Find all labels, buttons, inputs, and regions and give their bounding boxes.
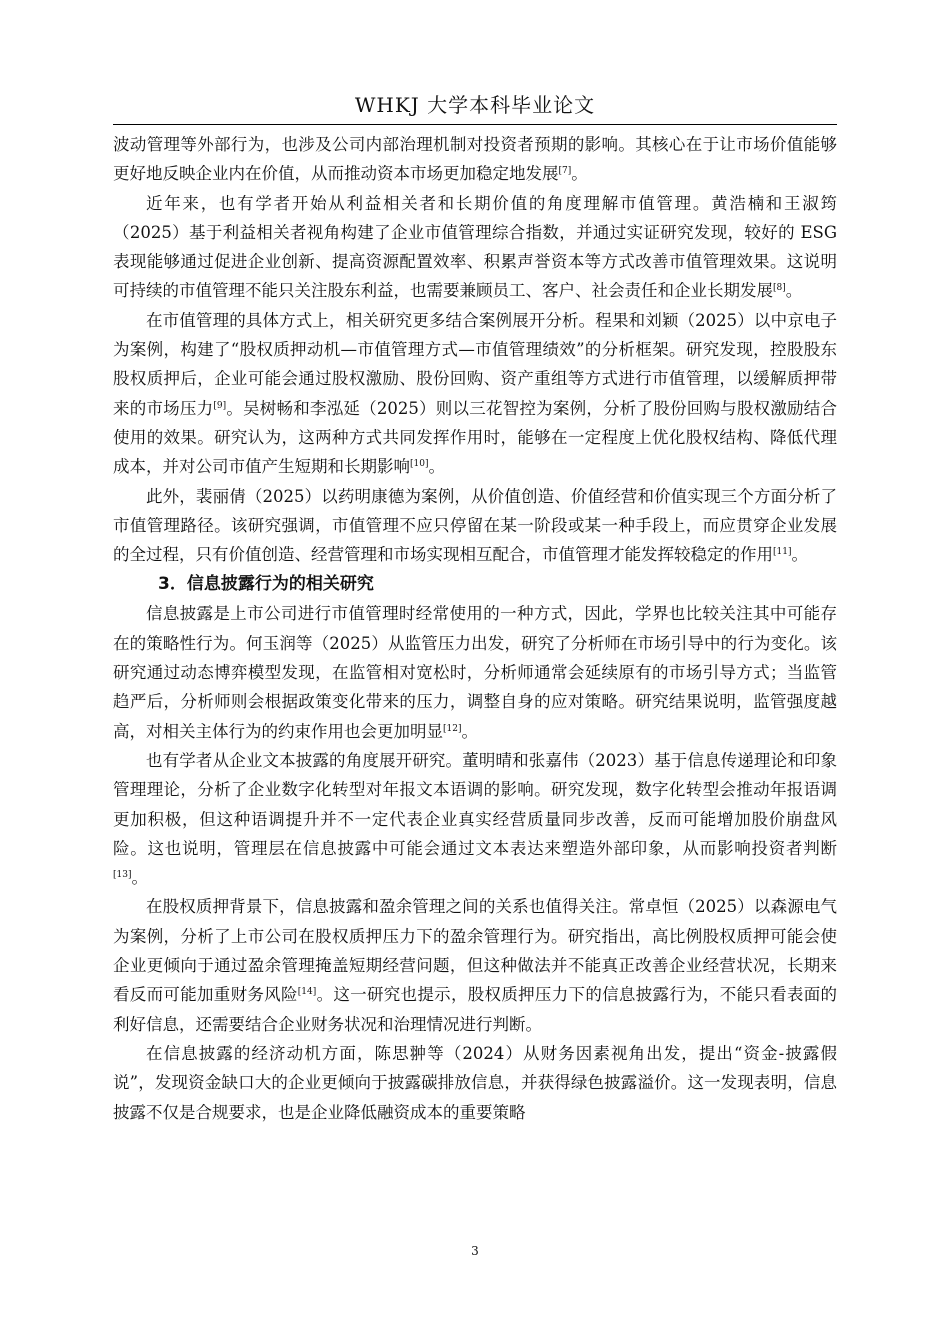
citation-ref: [12] — [443, 723, 462, 734]
citation-ref: [13] — [113, 870, 132, 881]
citation-ref: [10] — [410, 459, 429, 470]
paragraph-tail: 。这一研究也提示，股权质押压力下的信息披露行为，不能只看表面的利好信息，还需要结合企业财务状况和治理情况进行判断。 — [113, 985, 838, 1034]
body-paragraph — [113, 746, 837, 892]
paragraph-text: 波动管理等外部行为，也涉及公司内部治理机制对投资者预期的影响。其核心在于让市场价值能够更好地反映企业内在价值，从而推动资本市场更加稳定地发展 — [113, 135, 837, 184]
citation-ref: [9] — [213, 400, 227, 411]
paragraph-text: 在信息披露的经济动机方面，陈思翀等（2024）从财务因素视角出发，提出“资金-披露假说”，发现资金缺口大的企业更倾向于披露碳排放信息，并获得绿色披露溢价。这一发现表明，信息披露不仅是合规要求，也是企业降低融资成本的重要策略 — [113, 1043, 837, 1122]
paragraph-tail: 。 — [131, 868, 148, 888]
citation-ref: [7] — [558, 166, 572, 177]
paragraph-tail: 。 — [461, 721, 478, 741]
body-paragraph — [113, 1039, 837, 1127]
page-number: 3 — [471, 1244, 479, 1258]
citation-ref: [11] — [773, 547, 792, 558]
paragraph-text: 在市值管理的具体方式上，相关研究更多结合案例展开分析。程果和刘颖（2025）以中京电子为案例，构建了“股权质押动机—市值管理方式—市值管理绩效”的分析框架。研究发现，控股股东股权质押后，企业可能会通过股权激励、股份回购、资产重组等方式进行市值管理，以缓解质押带来的市场压力 — [113, 310, 837, 418]
header-divider — [113, 124, 837, 125]
paragraph-tail: 。 — [785, 281, 803, 301]
body-paragraph — [113, 482, 837, 570]
body-paragraph — [113, 189, 837, 306]
paragraph-text: 此外，裴丽倩（2025）以药明康德为案例，从价值创造、价值经营和价值实现三个方面分析了市值管理路径。该研究强调，市值管理不应只停留在某一阶段或某一种手段上，而应贯穿企业发展的全过程，只有价值创造、经营管理和市场实现相互配合，市值管理才能发挥较稳定的作用 — [113, 486, 837, 565]
body-paragraph — [113, 130, 837, 189]
paragraph-tail: 。 — [571, 164, 588, 184]
paragraph-text: 也有学者从企业文本披露的角度展开研究。董明晴和张嘉伟（2023）基于信息传递理论和印象管理理论，分析了企业数字化转型对年报文本语调的影响。研究发现，数字化转型会推动年报语调更加积极，但这种语调提升并不一定代表企业真实经营质量同步改善，反而可能增加股价崩盘风险。这也说明，管理层在信息披露中可能会通过文本表达来塑造外部印象，从而影响投资者判断 — [113, 750, 837, 858]
paragraph-text: 信息披露是上市公司进行市值管理时经常使用的一种方式，因此，学界也比较关注其中可能存在的策略性行为。何玉润等（2025）从监管压力出发，研究了分析师在市场引导中的行为变化。该研究通过动态博弈模型发现，在监管相对宽松时，分析师通常会延续原有的市场引导方式；当监管趋严后，分析师则会根据政策变化带来的压力，调整自身的应对策略。研究结果说明，监管强度越高，对相关主体行为的约束作用也会更加明显 — [113, 604, 837, 741]
paragraph-text: 在股权质押背景下，信息披露和盈余管理之间的关系也值得关注。常卓恒（2025）以森源电气为案例，分析了上市公司在股权质押压力下的盈余管理行为。研究指出，高比例股权质押可能会使企业更倾向于通过盈余管理掩盖短期经营问题，但这种做法并不能真正改善企业经营状况，长期来看反而可能加重财务风险 — [113, 897, 837, 1005]
body-paragraph — [113, 599, 837, 745]
paragraph-text: 近年来，也有学者开始从利益相关者和长期价值的角度理解市值管理。黄浩楠和王淑筠（2025）基于利益相关者视角构建了企业市值管理综合指数，并通过实证研究发现，较好的 ESG 表现能够通过促进企业创新、提高资源配置效率、积累声誉资本等方式改善市值管理效果。这说明可持续的市值管理不能只关注股东利益，也需要兼顾员工、客户、社会责任和企业长期发展 — [113, 193, 837, 301]
page-header-title: WHKJ 大学本科毕业论文 — [354, 93, 596, 117]
paragraph-tail: 。 — [428, 457, 445, 477]
paragraph-tail: 。吴树畅和李泓延（2025）则以三花智控为案例，分析了股份回购与股权激励结合使用的效果。研究认为，这两种方式共同发挥作用时，能够在一定程度上优化股权结构、降低代理成本，并对公司市值产生短期和长期影响 — [113, 398, 837, 477]
paragraph-tail: 。 — [791, 545, 808, 565]
section-heading: 3．信息披露行为的相关研究 — [158, 574, 374, 595]
body-content — [113, 130, 837, 1127]
body-paragraph — [113, 892, 837, 1038]
body-paragraph — [113, 306, 837, 482]
citation-ref: [8] — [773, 283, 786, 294]
citation-ref: [14] — [297, 987, 317, 998]
